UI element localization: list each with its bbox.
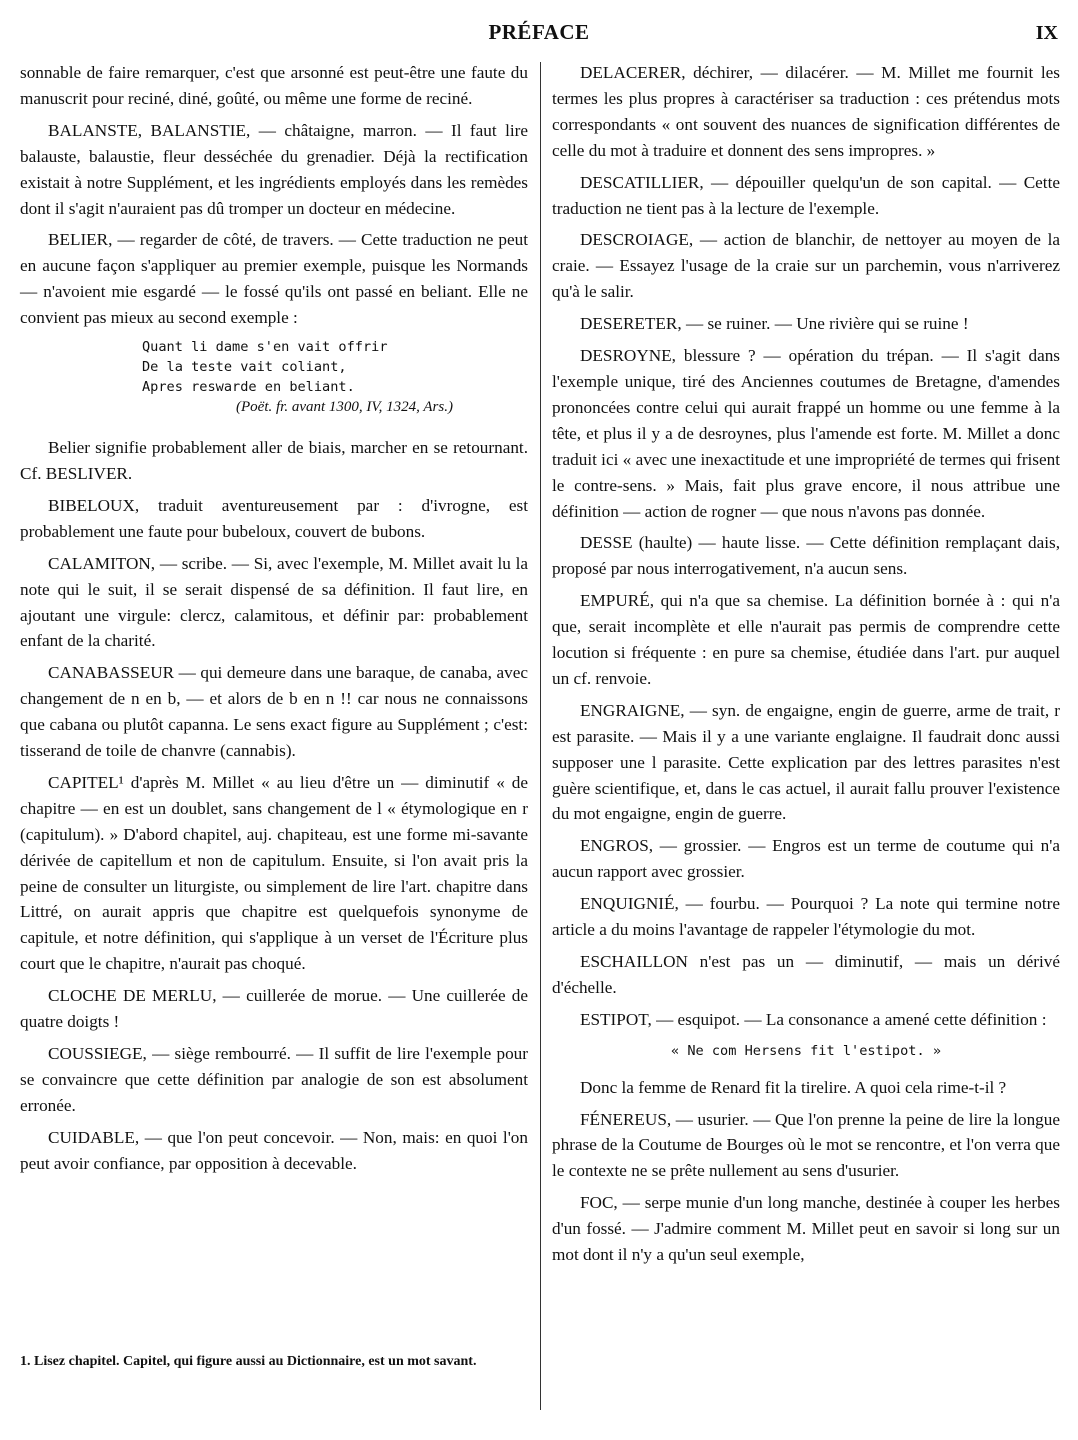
entry-estipot-comment: Donc la femme de Renard fit la tirelire. A quoi cela rime-t-il ? <box>580 1077 1007 1097</box>
entry-bibeloux: BIBELOUX, traduit aventureusement par : d'ivrogne, est probablement une faute pour bubeloux, couvert de bubons. <box>20 495 528 541</box>
paragraph-arsonne: sonnable de faire remarquer, c'est que arsonné est peut-être une faute du manuscrit pour reciné, diné, goûté, ou même une forme de reciné. <box>20 63 528 108</box>
verse-line: Quant li dame s'en vait offrir <box>142 339 388 356</box>
verse-source: (Poët. fr. avant 1300, IV, 1324, Ars.) <box>236 399 453 416</box>
entry-desse: DESSE (haulte) — haute lisse. — Cette définition remplaçant dais, proposé par nous interrogativement, n'a aucun sens. <box>552 533 1060 579</box>
entry-capitel: CAPITEL¹ d'après M. Millet « au lieu d'être un — diminutif « de chapitre — en est un doublet, sans changement de l « étymologique en r (capitulum). » D'abord chapitel, auj. chapiteau, est une forme mi-savante dérivée de capitellum et non de capitulum. Ensuite, si l'on avait pris la peine de consulter un liturgiste, ou simplement de lire l'art. chapitre dans Littré, on aurait appris que chapitre est quelquefois synonyme de capitule, et notre définition, qui s'applique à un verset de l'Écriture plus court que le chapitre, n'aurait pas choqué. <box>20 772 528 974</box>
entry-calamiton: CALAMITON, — scribe. — Si, avec l'exemple, M. Millet avait lu la note qui le suit, il se serait dispensé de sa définition. Il faut lire, en ajoutant une virgule: clercz, calamitous, et définir par: probablement enfant de la charité. <box>20 553 528 651</box>
entry-engraigne: ENGRAIGNE, — syn. de engaigne, engin de guerre, arme de trait, r est parasite. — Mais il y a une variante englaigne. Il faudrait donc aussi supposer une l parasite. Cette explication par des lettres parasites n'est guère scientifique, et, dans le cas actuel, il aurait fallu prouver l'existence du mot engaigne, engin de guerre. <box>552 700 1060 824</box>
entry-balanstie: BALANSTE, BALANSTIE, — châtaigne, marron. — Il faut lire balauste, balaustie, fleur desséchée du grenadier. Déjà la rectification existait à notre Supplément, et les ingrédients employés dans les remèdes dont il s'agit n'auraient pas dû tromper un docteur en médecine. <box>20 120 528 218</box>
entry-estipot: ESTIPOT, — esquipot. — La consonance a amené cette définition : <box>580 1009 1047 1029</box>
verse-line: Apres reswarde en beliant. <box>142 379 355 396</box>
entry-enquignie: ENQUIGNIÉ, — fourbu. — Pourquoi ? La note qui termine notre article a du moins l'avantage de rappeler l'étymologie du mot. <box>552 894 1060 940</box>
verse-quotation <box>20 337 528 417</box>
page-number: IX <box>1035 22 1058 44</box>
estipot-quotation: « Ne com Hersens fit l'estipot. » <box>670 1042 942 1059</box>
verse-line: De la teste vait coliant, <box>142 359 347 376</box>
entry-fenereus: FÉNEREUS, — usurier. — Que l'on prenne la peine de lire la longue phrase de la Coutume de Bourges où le mot se rencontre, et l'on verra que le contexte ne se prête nullement au sens d'usurier. <box>552 1109 1060 1181</box>
entry-coussiege: COUSSIEGE, — siège rembourré. — Il suffit de lire l'exemple pour se convaincre que cette définition par analogie de son est absolument erronée. <box>20 1044 528 1115</box>
right-column <box>552 60 1060 1274</box>
running-head <box>0 20 1078 52</box>
entry-descatillier: DESCATILLIER, — dépouiller quelqu'un de son capital. — Cette traduction ne tient pas à la lecture de l'exemple. <box>552 172 1060 218</box>
entry-foc: FOC, — serpe munie d'un long manche, destinée à couper les herbes d'un fossé. — J'admire comment M. Millet peut en savoir si long sur un mot dont il n'y a qu'un seul exemple, <box>552 1193 1060 1265</box>
entry-canabasseur: CANABASSEUR — qui demeure dans une baraque, de canaba, avec changement de n en b, — et alors de b en n !! car nous ne connaissons que cabana ou plutôt capanna. Le sens exact figure au Supplément ; c'est: tisserand de toile de chanvre (cannabis). <box>20 663 528 761</box>
page-title: PRÉFACE <box>488 20 590 44</box>
entry-desroyne: DESROYNE, blessure ? — opération du trépan. — Il s'agit dans l'exemple unique, tiré des Anciennes coutumes de Bretagne, d'amendes prononcées contre celui qui aurait frappé un homme ou une femme à la tête, et plus il y a de desroynes, plus l'amende est forte. M. Millet a donc traduit ici « avec une inexactitude et une impropriété de termes qui frisent le contre-sens. » Mais, fait plus grave encore, il nous attribue une définition — action de rogner — que nous n'avons pas donnée. <box>552 346 1060 521</box>
entry-cloche-de-merlu: CLOCHE DE MERLU, — cuillerée de morue. — Une cuillerée de quatre doigts ! <box>20 986 528 1032</box>
entry-eschaillon: ESCHAILLON n'est pas un — diminutif, — mais un dérivé d'échelle. <box>552 952 1060 997</box>
entry-descroiage: DESCROIAGE, — action de blanchir, de nettoyer au moyen de la craie. — Essayez l'usage de la craie sur un parchemin, vous n'arriverez qu'à le salir. <box>552 230 1060 302</box>
entry-delacerer: DELACERER, déchirer, — dilacérer. — M. Millet me fournit les termes les plus propres à caractériser sa traduction : ces prétendus mots correspondants « ont souvent des nuances de signification différentes de celle du mot à traduire et donnent des sens impropres. » <box>552 63 1060 160</box>
left-column <box>20 60 528 1183</box>
entry-desereter: DESERETER, — se ruiner. — Une rivière qui se ruine ! <box>580 314 969 334</box>
entry-belier: BELIER, — regarder de côté, de travers. — Cette traduction ne peut en aucune façon s'appliquer au premier exemple, puisque les Normands — n'avoient mie esgardé — le fossé qu'ils ont passé en beliant. Elle ne convient pas mieux au second exemple : <box>20 230 528 328</box>
entry-empure: EMPURÉ, qui n'a que sa chemise. La définition bornée à : qui n'a que, serait incomplète et elle n'aurait pas permis de comprendre cette locution si fréquente : en pure sa chemise, étudiée dans l'art. pur auquel un cf. renvoie. <box>552 591 1060 688</box>
column-divider <box>540 62 541 1410</box>
footnote: 1. Lisez chapitel. Capitel, qui figure aussi au Dictionnaire, est un mot savant. <box>20 1354 477 1369</box>
entry-cuidable: CUIDABLE, — que l'on peut concevoir. — Non, mais: en quoi l'on peut avoir confiance, par opposition à decevable. <box>20 1127 528 1173</box>
entry-belier-meaning: Belier signifie probablement aller de biais, marcher en se retournant. Cf. BESLIVER. <box>20 438 528 483</box>
entry-engros: ENGROS, — grossier. — Engros est un terme de coutume qui n'a aucun rapport avec grossier. <box>552 836 1060 882</box>
